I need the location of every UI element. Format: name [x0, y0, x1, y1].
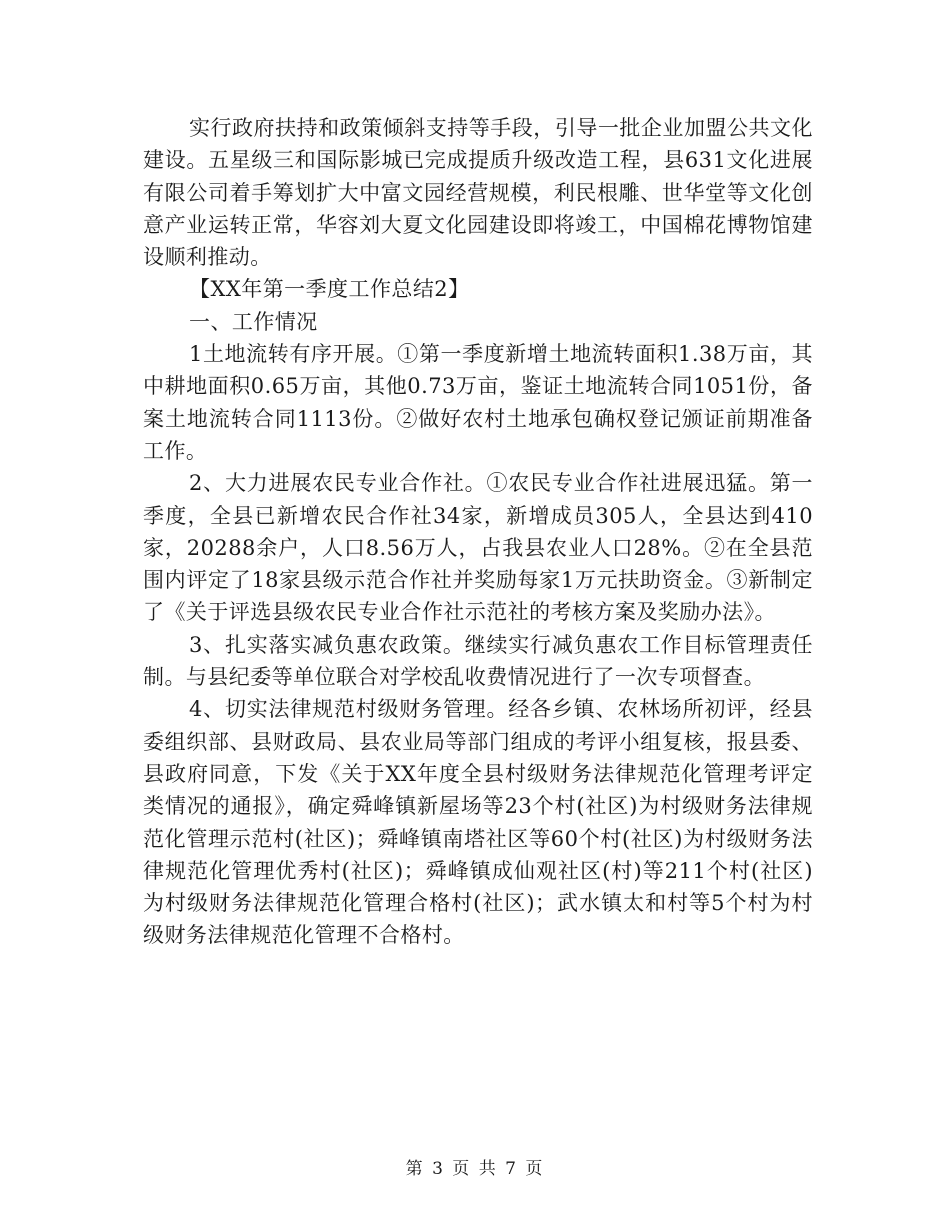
subsection-title: 一、工作情况 [189, 309, 318, 334]
section-title: 【XX年第一季度工作总结2】 [189, 277, 470, 302]
document-body [143, 112, 813, 952]
paragraph-burden-reduction: 3、扎实落实减负惠农政策。继续实行减负惠农工作目标管理责任制。与县纪委等单位联合对学校乱收费情况进行了一次专项督查。 [143, 632, 813, 690]
paragraph-cooperatives: 2、大力进展农民专业合作社。①农民专业合作社进展迅猛。第一季度，全县已新增农民合作社34家，新增成员305人，全县达到410家，20288余户，人口8.56万人，占我县农业人口28%。②在全县范围内评定了18家县级示范合作社并奖励每家1万元扶助资金。③新制定了《关于评选县级农民专业合作社示范社的考核方案及奖励办法》。 [143, 471, 813, 625]
page-number-footer: 第 3 页 共 7 页 [405, 1159, 545, 1179]
paragraph-village-finance: 4、切实法律规范村级财务管理。经各乡镇、农林场所初评，经县委组织部、县财政局、县农业局等部门组成的考评小组复核，报县委、县政府同意，下发《关于XX年度全县村级财务法律规范化管理考评定类情况的通报》，确定舜峰镇新屋场等23个村(社区)为村级财务法律规范化管理示范村(社区)；舜峰镇南塔社区等60个村(社区)为村级财务法律规范化管理优秀村(社区)；舜峰镇成仙观社区(村)等211个村(社区)为村级财务法律规范化管理合格村(社区)；武水镇太和村等5个村为村级财务法律规范化管理不合格村。 [143, 697, 813, 948]
paragraph-culture-construction: 实行政府扶持和政策倾斜支持等手段，引导一批企业加盟公共文化建设。五星级三和国际影城已完成提质升级改造工程，县631文化进展有限公司着手筹划扩大中富文园经营规模，利民根雕、世华堂等文化创意产业运转正常，华容刘大夏文化园建设即将竣工，中国棉花博物馆建设顺利推动。 [143, 116, 813, 270]
paragraph-land-transfer: 1土地流转有序开展。①第一季度新增土地流转面积1.38万亩，其中耕地面积0.65万亩，其他0.73万亩，鉴证土地流转合同1051份，备案土地流转合同1113份。②做好农村土地承包确权登记颁证前期准备工作。 [143, 342, 813, 463]
